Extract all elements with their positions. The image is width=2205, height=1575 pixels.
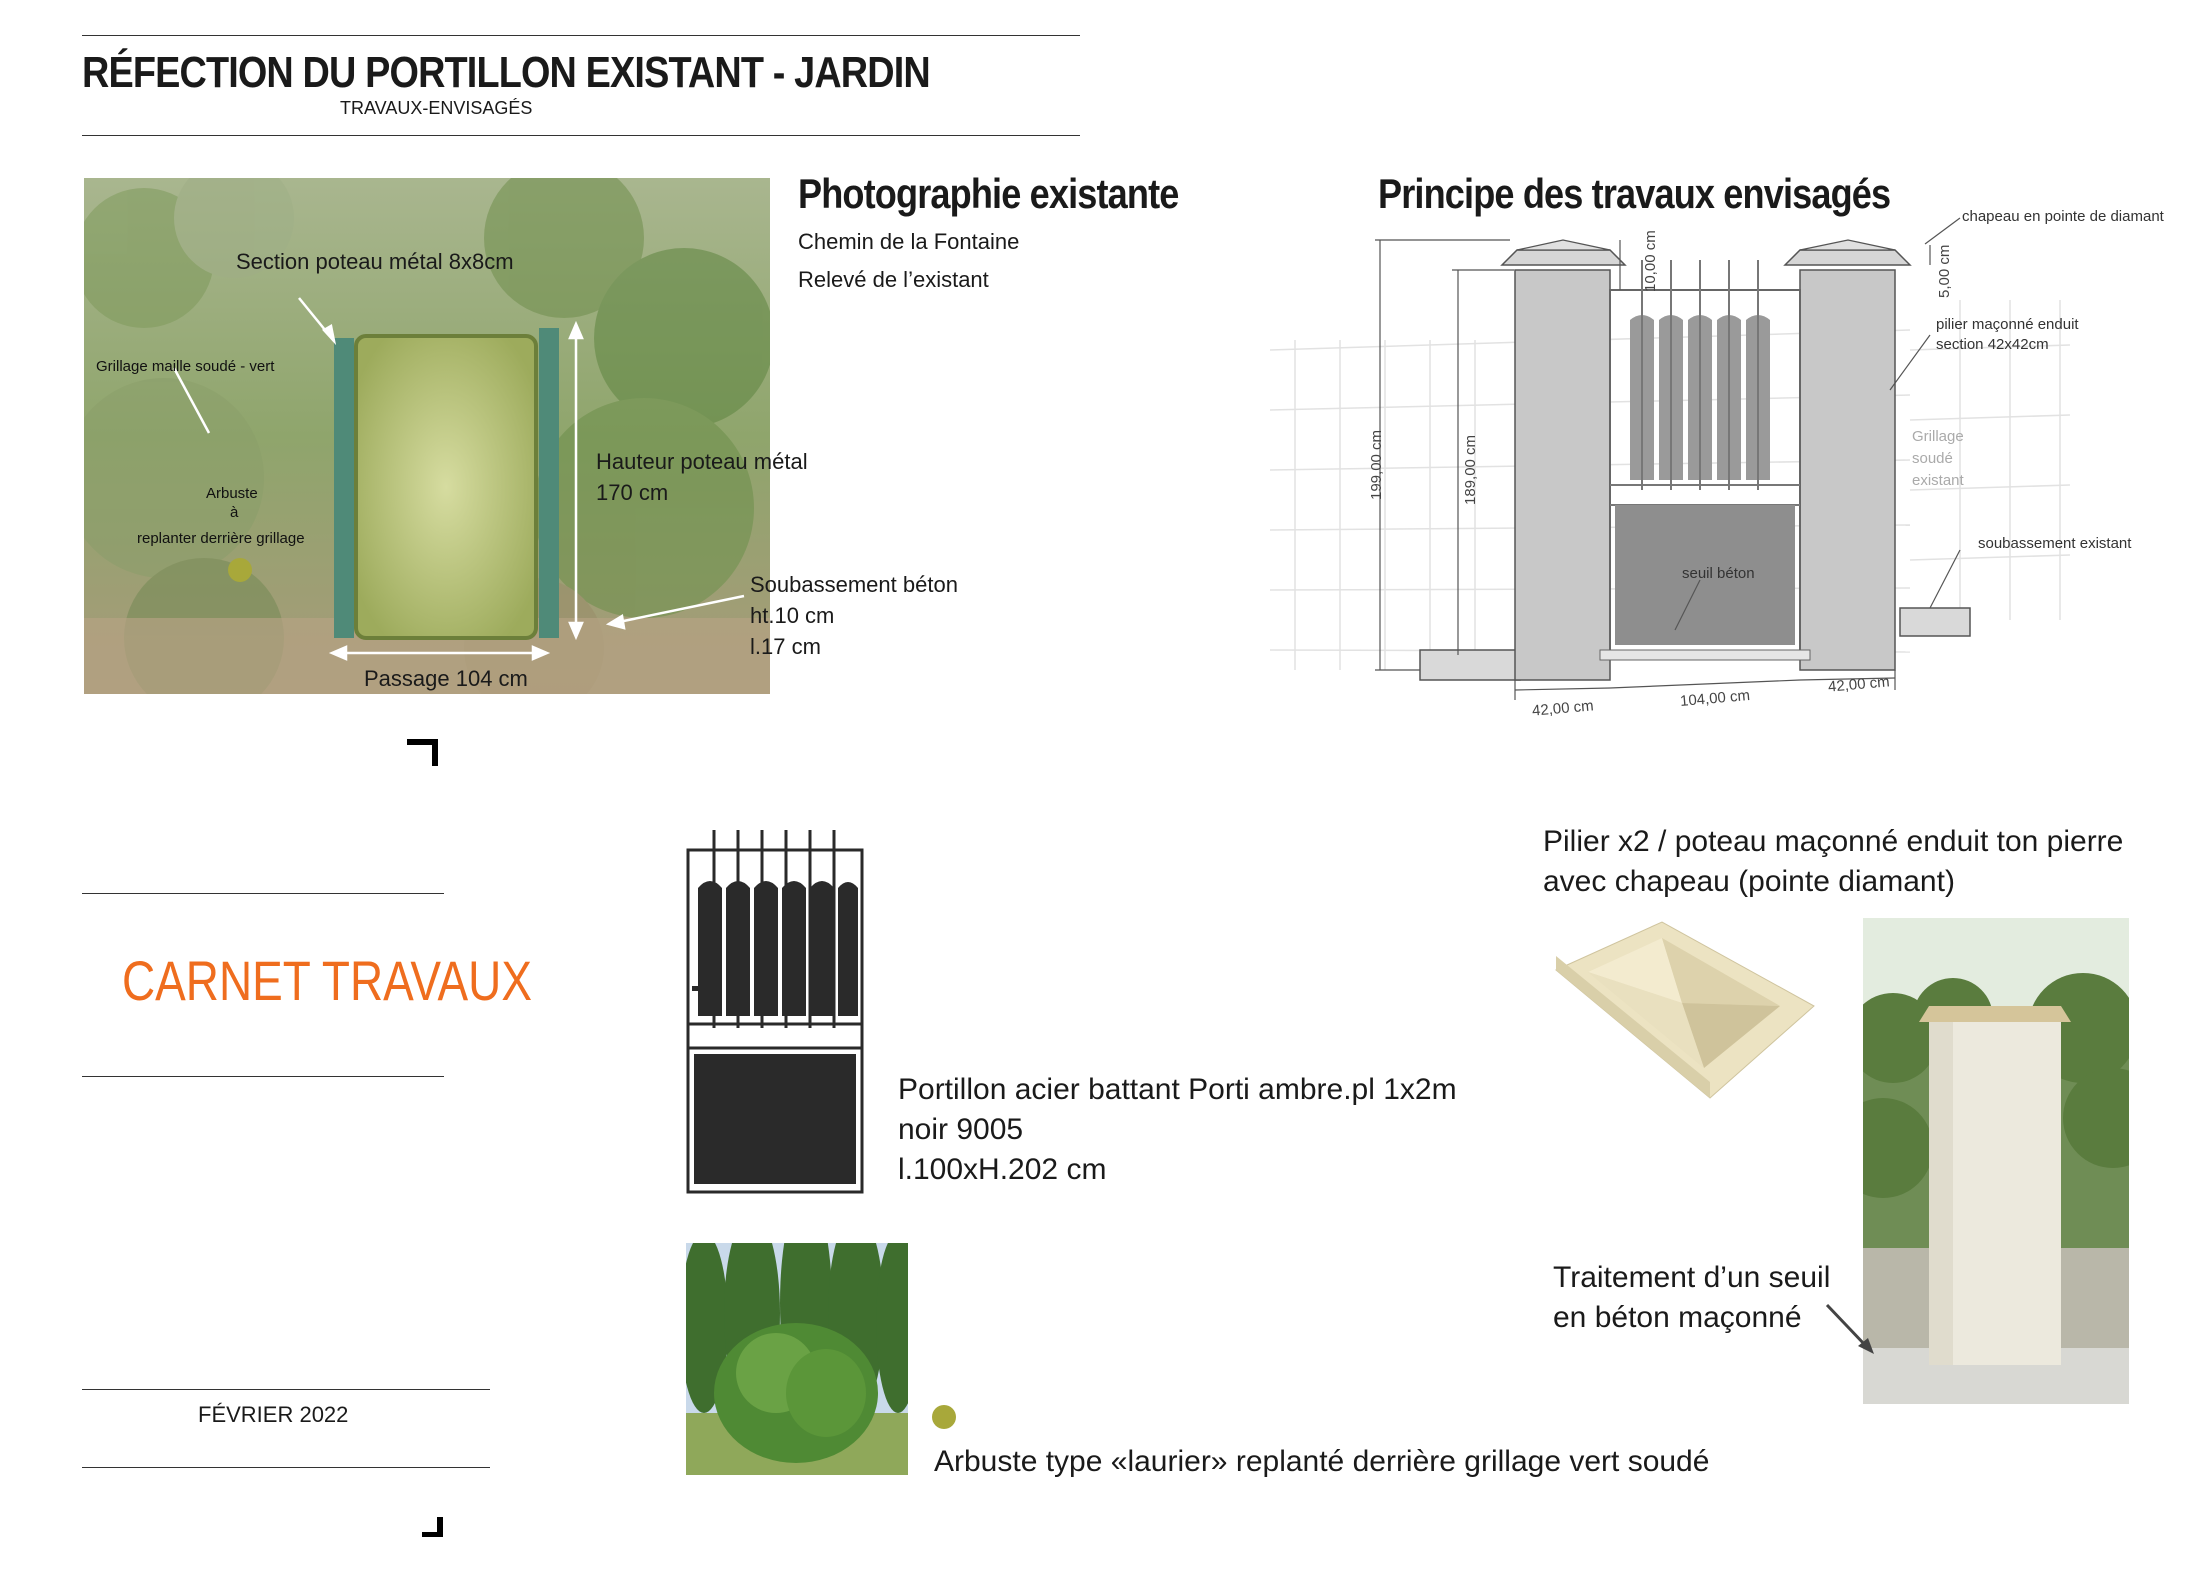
annot-soubassement-2: ht.10 cm [750,603,835,628]
annot-hauteur-1: Hauteur poteau métal [596,449,808,474]
principle-drawing [1270,200,2205,740]
date-label: FÉVRIER 2022 [198,1402,349,1427]
annot-seuil-beton: seuil béton [1682,565,1755,582]
carnet-travaux-title: CARNET TRAVAUX [122,949,532,1012]
dim-cap: 5,00 cm [1936,244,1953,298]
annot-arbuste-2: à [230,504,239,521]
crop-mark-bottom [420,1515,450,1537]
seuil-desc-1: Traitement d’un seuil [1553,1261,1831,1294]
page-subtitle: TRAVAUX-ENVISAGÉS [340,98,533,118]
annot-pilier-2: section 42x42cm [1936,336,2049,353]
crop-mark-top [405,738,445,768]
page-title: RÉFECTION DU PORTILLON EXISTANT - JARDIN [82,48,930,97]
pillar-desc-2: avec chapeau (pointe diamant) [1543,865,1955,898]
dim-width-right: 42,00 cm [1827,673,1891,696]
shrub-photo [686,1243,908,1475]
shrub-marker-dot [932,1405,956,1429]
annot-soubassement-3: l.17 cm [750,634,821,659]
seuil-desc-2: en béton maçonné [1553,1301,1802,1334]
annot-hauteur-2: 170 cm [596,480,669,505]
header-bottom-rule [82,135,1080,136]
gate-desc-3: l.100xH.202 cm [898,1153,1107,1186]
arbuste-marker-dot [228,558,252,582]
pillar-desc-1: Pilier x2 / poteau maçonné enduit ton pierre [1543,825,2124,858]
annot-pilier-1: pilier maçonné enduit [1936,316,2079,333]
annot-arbuste-1: Arbuste [206,485,258,502]
dim-width-gate: 104,00 cm [1679,686,1751,711]
dim-height-total: 199,00 cm [1368,429,1385,500]
sidebar-rule-2 [82,1076,444,1077]
annot-chapeau: chapeau en pointe de diamant [1962,208,2164,225]
dim-height-gate: 189,00 cm [1462,434,1479,505]
annot-grillage-existant-1: Grillage [1912,428,1964,445]
annot-grillage-existant-2: soudé [1912,450,1953,467]
dim-top-gap: 10,00 cm [1642,230,1659,292]
gate-desc-1: Portillon acier battant Porti ambre.pl 1x2m [898,1073,1457,1106]
sidebar-rule-1 [82,893,444,894]
annot-soubassement-existant: soubassement existant [1978,535,2132,552]
heading-principe: Principe des travaux envisagés [1378,170,1891,217]
sidebar-rule-4 [82,1467,490,1468]
sidebar-rule-3 [82,1389,490,1390]
annot-soubassement-1: Soubassement béton [750,572,958,597]
heading-photographie: Photographie existante [798,170,1179,217]
annot-section-post: Section poteau métal 8x8cm [236,249,514,274]
pillar-photo [1863,918,2129,1404]
shrub-desc: Arbuste type «laurier» replanté derrière grillage vert soudé [934,1445,1710,1478]
annot-arbuste-3: replanter derrière grillage [137,530,305,547]
header-top-rule [82,35,1080,36]
photo-line-2: Relevé de l’existant [798,267,989,292]
dim-width-left: 42,00 cm [1531,697,1595,720]
photo-line-1: Chemin de la Fontaine [798,229,1020,254]
gate-product-illustration [684,830,868,1196]
pillar-cap-illustration [1552,918,1822,1104]
annot-grillage: Grillage maille soudé - vert [96,358,275,375]
seuil-arrow [1822,1300,1882,1360]
annot-passage: Passage 104 cm [364,666,528,691]
annot-grillage-existant-3: existant [1912,472,1964,489]
gate-desc-2: noir 9005 [898,1113,1024,1146]
